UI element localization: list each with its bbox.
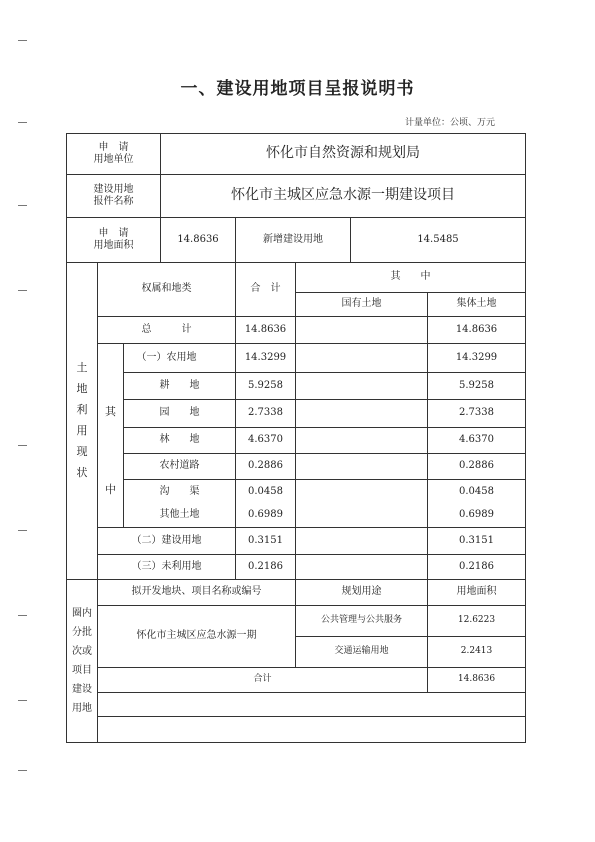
land-status-label: 土 地 利 用 现 状 — [76, 361, 88, 479]
row-divider — [97, 716, 525, 717]
land-row-collective: 0.2886 — [459, 460, 494, 472]
area-label: 申 请 用地面积 — [93, 227, 134, 251]
batch-section-label: 圈内 分批 次或 项目 建设 用地 — [72, 608, 92, 714]
land-row-label: （一）农用地 — [136, 351, 197, 363]
land-row-state — [296, 454, 427, 479]
land-row-total: 2.7338 — [248, 407, 283, 419]
land-row-total: 5.9258 — [248, 379, 283, 391]
land-row-state — [296, 344, 427, 372]
batch-total-label: 合计 — [253, 674, 272, 685]
batch-area: 2.2413 — [460, 646, 493, 657]
land-row-label: 其他土地 — [159, 509, 200, 521]
project-value: 怀化市主城区应急水源一期建设项目 — [231, 187, 455, 204]
scan-edge-mark — [18, 205, 27, 206]
among-label: 其 — [105, 405, 116, 419]
land-row-state — [296, 528, 427, 554]
scan-edge-mark — [18, 530, 27, 531]
project-label: 建设用地 报件名称 — [93, 183, 134, 207]
land-row-state — [296, 555, 427, 579]
batch-col-use: 规划用途 — [341, 586, 382, 598]
col-header-collective: 集体土地 — [456, 298, 497, 310]
area-value: 14.8636 — [177, 233, 219, 245]
land-row-collective: 0.3151 — [459, 534, 494, 546]
land-row-total: 0.3151 — [248, 534, 283, 546]
scan-edge-mark — [18, 122, 27, 123]
land-row-label: 总 计 — [141, 323, 192, 335]
land-row-state — [296, 400, 427, 427]
land-row-total: 14.8636 — [244, 323, 287, 335]
row-divider — [97, 692, 525, 693]
scan-edge-mark — [18, 445, 27, 446]
land-row-label: 沟 渠 — [159, 485, 200, 497]
batch-col-name: 拟开发地块、项目名称或编号 — [131, 586, 262, 598]
land-row-total: 4.6370 — [248, 434, 283, 446]
land-row-label: 园 地 — [159, 407, 200, 419]
col-header-type: 权属和地类 — [141, 283, 192, 295]
land-row-total: 0.2886 — [248, 460, 283, 472]
land-row-collective: 5.9258 — [459, 379, 494, 391]
batch-col-area: 用地面积 — [456, 586, 497, 598]
col-header-among: 其 中 — [390, 271, 431, 283]
scan-edge-mark — [18, 700, 27, 701]
batch-project-name: 怀化市主城区应急水源一期 — [136, 630, 257, 642]
land-row-label: 农村道路 — [159, 460, 200, 472]
page-title: 一、建设用地项目呈报说明书 — [180, 79, 415, 99]
land-row-label: （三）未利用地 — [131, 560, 202, 572]
land-row-total: 0.0458 — [248, 485, 283, 497]
land-row-label: 耕 地 — [159, 379, 200, 391]
land-row-state — [296, 480, 427, 504]
scan-edge-mark — [18, 770, 27, 771]
land-row-collective: 0.2186 — [459, 560, 494, 572]
land-row-collective: 2.7338 — [459, 407, 494, 419]
col-header-total: 合 计 — [250, 283, 281, 295]
land-row-collective: 4.6370 — [459, 434, 494, 446]
land-row-total: 0.2186 — [248, 560, 283, 572]
land-row-collective: 0.6989 — [459, 509, 494, 521]
land-row-label: 林 地 — [159, 434, 200, 446]
land-row-state — [296, 504, 427, 527]
land-report-table — [66, 133, 526, 743]
land-row-label: （二）建设用地 — [131, 534, 202, 546]
land-row-total: 0.6989 — [248, 509, 283, 521]
unit-note: 计量单位：公顷、万元 — [405, 118, 496, 128]
land-row-collective: 14.3299 — [455, 351, 498, 363]
land-row-collective: 14.8636 — [455, 323, 498, 335]
scan-edge-mark — [18, 40, 27, 41]
col-header-state: 国有土地 — [341, 298, 382, 310]
batch-use: 交通运输用地 — [334, 646, 389, 657]
applicant-label: 申 请 用地单位 — [93, 141, 134, 165]
scan-edge-mark — [18, 290, 27, 291]
land-row-total: 14.3299 — [244, 351, 287, 363]
scan-edge-mark — [18, 615, 27, 616]
land-row-collective: 0.0458 — [459, 485, 494, 497]
among-label: 中 — [105, 483, 116, 497]
land-row-state — [296, 428, 427, 453]
batch-use: 公共管理与公共服务 — [320, 615, 402, 626]
land-row-state — [296, 373, 427, 399]
applicant-value: 怀化市自然资源和规划局 — [266, 145, 420, 162]
new-construction-label: 新增建设用地 — [263, 233, 323, 245]
land-row-state — [296, 317, 427, 343]
new-construction-value: 14.5485 — [417, 233, 459, 245]
batch-area: 12.6223 — [457, 615, 496, 626]
batch-total-area: 14.8636 — [457, 674, 496, 685]
